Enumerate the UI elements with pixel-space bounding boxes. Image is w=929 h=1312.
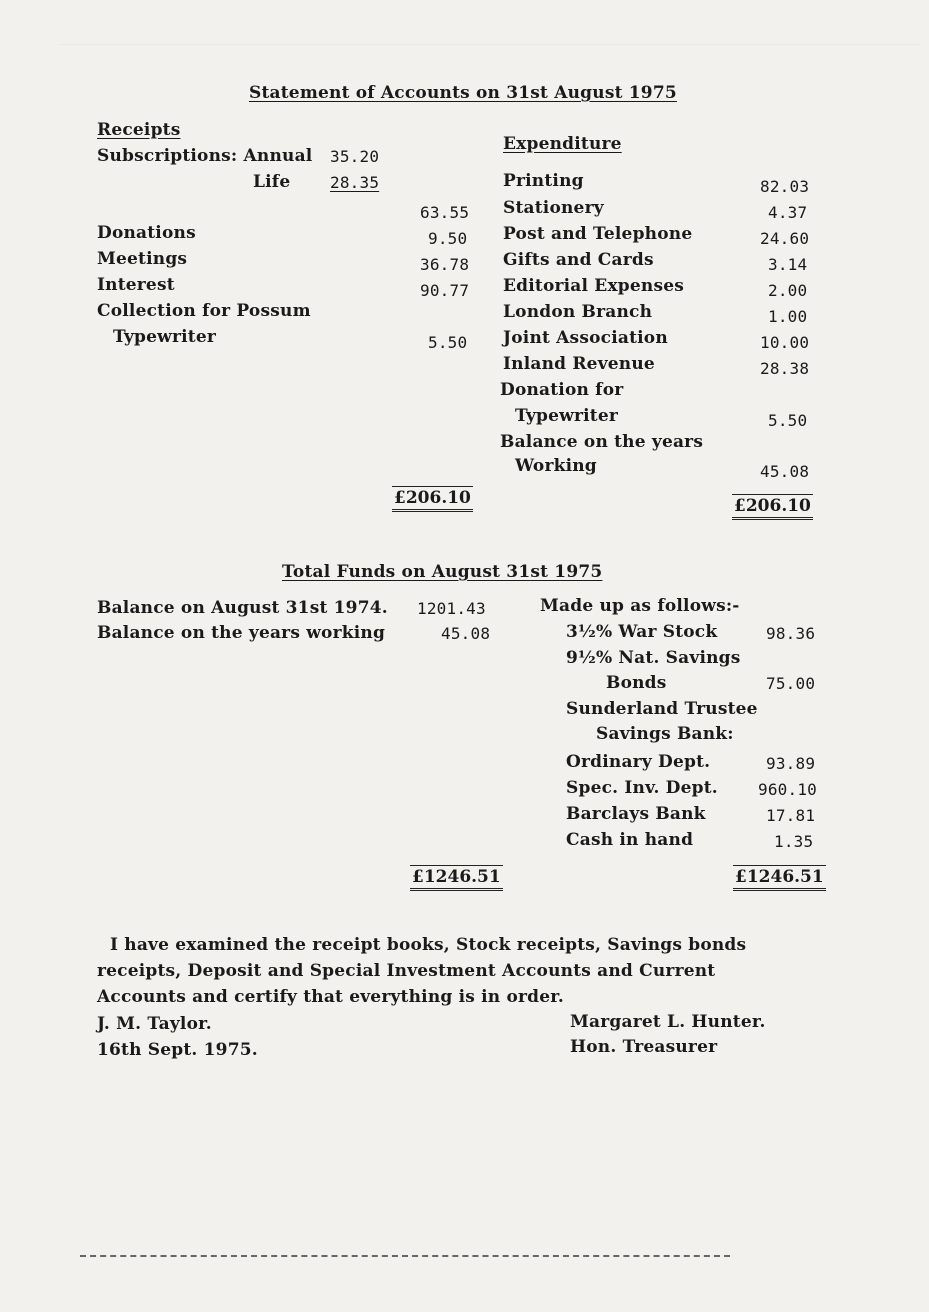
collection-label: Collection for Possum (97, 301, 311, 321)
balance-1974-amount: 1201.43 (417, 599, 486, 618)
post-telephone-label: Post and Telephone (503, 224, 693, 244)
donation-for-label: Donation for (500, 380, 624, 400)
stationery-amount: 4.37 (768, 203, 808, 222)
interest-amount: 90.77 (420, 281, 470, 300)
nat-savings-amount: 75.00 (766, 674, 816, 693)
post-telephone-amount: 24.60 (760, 229, 810, 248)
receipts-heading: Receipts (97, 120, 181, 140)
gifts-cards-amount: 3.14 (768, 255, 808, 274)
life-label: Life (253, 172, 291, 192)
joint-association-amount: 10.00 (760, 333, 810, 352)
editorial-label: Editorial Expenses (503, 276, 685, 296)
printing-label: Printing (503, 171, 584, 191)
balance-working-label: Working (515, 456, 597, 476)
inland-revenue-label: Inland Revenue (503, 354, 655, 374)
barclays-amount: 17.81 (766, 806, 816, 825)
balance-working-1975-amount: 45.08 (441, 624, 491, 643)
receipts-total: £206.10 (392, 486, 473, 512)
gifts-cards-label: Gifts and Cards (503, 250, 654, 270)
page-bottom-rule (80, 1255, 730, 1257)
funds-heading: Total Funds on August 31st 1975 (282, 562, 603, 582)
certification-line-1: I have examined the receipt books, Stock receipts, Savings bonds (110, 935, 747, 955)
joint-association-label: Joint Association (503, 328, 668, 348)
war-stock-amount: 98.36 (766, 624, 816, 643)
ordinary-dept-label: Ordinary Dept. (566, 752, 711, 772)
meetings-label: Meetings (97, 249, 188, 269)
bleed-through-texture (60, 18, 920, 45)
certification-line-3: Accounts and certify that everything is in order. (97, 987, 564, 1007)
london-branch-label: London Branch (503, 302, 653, 322)
stationery-label: Stationery (503, 198, 604, 218)
donations-label: Donations (97, 223, 196, 243)
war-stock-label: 3½% War Stock (566, 622, 718, 642)
statement-title: Statement of Accounts on 31st August 1975 (249, 83, 677, 103)
made-up-label: Made up as follows:- (540, 596, 740, 616)
audit-date: 16th Sept. 1975. (97, 1040, 258, 1060)
donation-typewriter-label: Typewriter (515, 406, 619, 426)
spec-inv-dept-amount: 960.10 (758, 780, 817, 799)
meetings-amount: 36.78 (420, 255, 470, 274)
nat-savings-bonds-label: Bonds (606, 673, 667, 693)
london-branch-amount: 1.00 (768, 307, 808, 326)
printing-amount: 82.03 (760, 177, 810, 196)
editorial-amount: 2.00 (768, 281, 808, 300)
treasurer-name: Margaret L. Hunter. (570, 1012, 766, 1032)
interest-label: Interest (97, 275, 175, 295)
trustee-label: Sunderland Trustee (566, 699, 758, 719)
auditor-name: J. M. Taylor. (97, 1014, 212, 1034)
inland-revenue-amount: 28.38 (760, 359, 810, 378)
balance-working-amount: 45.08 (760, 462, 810, 481)
subs-total-amount: 63.55 (420, 203, 470, 222)
cash-in-hand-label: Cash in hand (566, 830, 694, 850)
balance-1974-label: Balance on August 31st 1974. (97, 598, 388, 618)
funds-total-left: £1246.51 (410, 865, 503, 891)
treasurer-title: Hon. Treasurer (570, 1037, 718, 1057)
typewriter-label: Typewriter (113, 327, 217, 347)
subscriptions-label: Subscriptions: Annual (97, 146, 313, 166)
certification-line-2: receipts, Deposit and Special Investment Accounts and Current (97, 961, 716, 981)
nat-savings-label: 9½% Nat. Savings (566, 648, 741, 668)
funds-total-right: £1246.51 (733, 865, 826, 891)
spec-inv-dept-label: Spec. Inv. Dept. (566, 778, 718, 798)
donations-amount: 9.50 (428, 229, 468, 248)
ordinary-dept-amount: 93.89 (766, 754, 816, 773)
barclays-label: Barclays Bank (566, 804, 706, 824)
balance-working-1975-label: Balance on the years working (97, 623, 386, 643)
trustee-savings-label: Savings Bank: (596, 724, 734, 744)
cash-in-hand-amount: 1.35 (774, 832, 814, 851)
subs-annual-amount: 35.20 (330, 147, 380, 166)
donation-typewriter-amount: 5.50 (768, 411, 808, 430)
typewriter-amount: 5.50 (428, 333, 468, 352)
life-amount: 28.35 (330, 173, 380, 192)
expenditure-total: £206.10 (732, 494, 813, 520)
expenditure-heading: Expenditure (503, 134, 622, 154)
balance-years-label: Balance on the years (500, 432, 704, 452)
